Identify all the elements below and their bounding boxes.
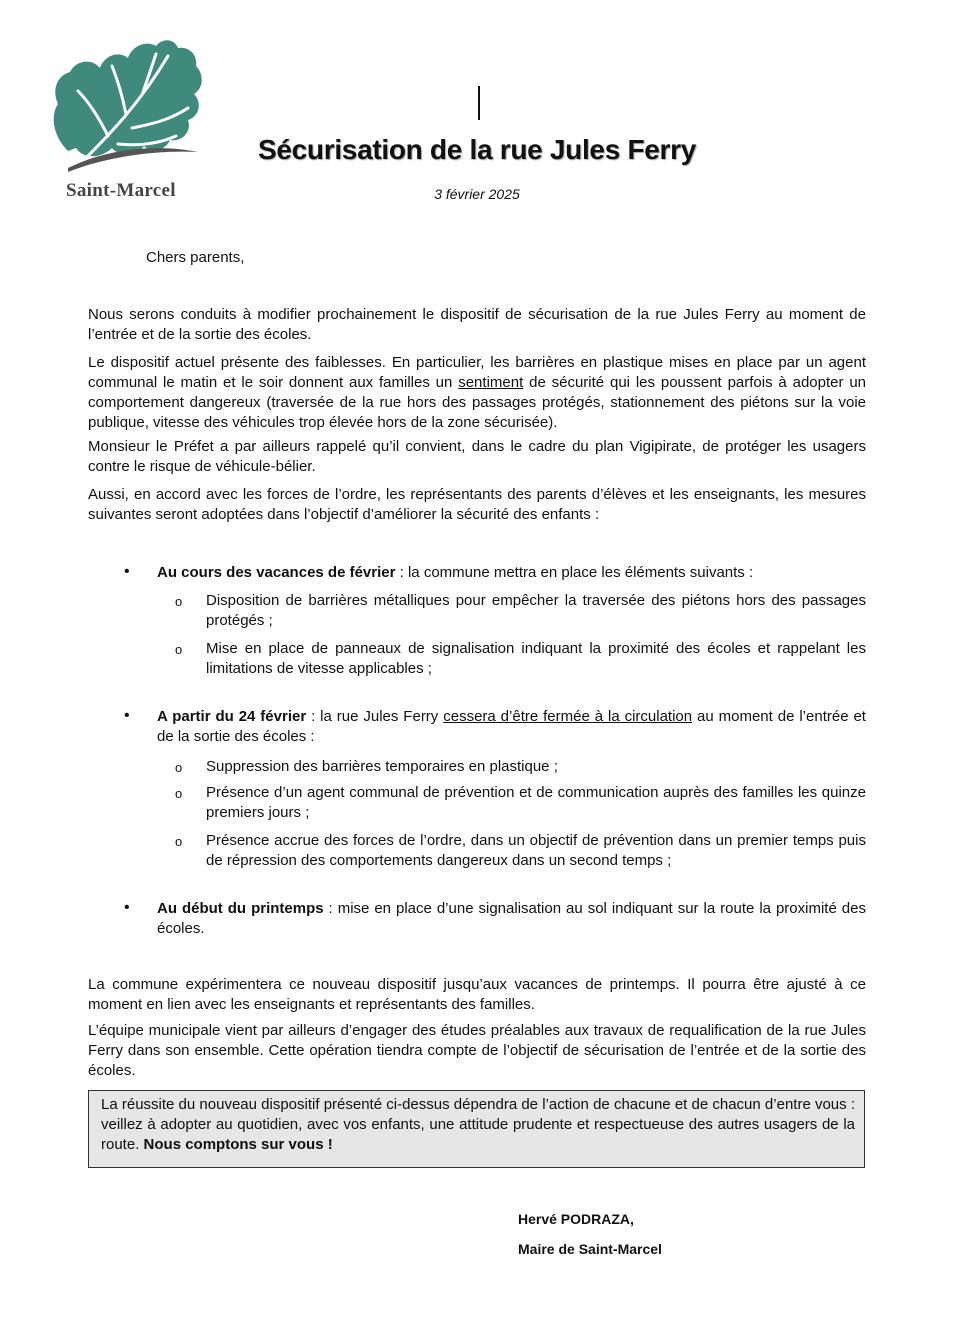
measure-1-item-1: Disposition de barrières métalliques pour empêcher la traversée des piétons hors des passages protégés ;	[206, 592, 866, 629]
closing-paragraph-2: L’équipe municipale vient par ailleurs d’engager des études préalables aux travaux de requalification de la rue Jules Ferry dans son ensemble. Cette opération tiendra compte de l’objectif de sécurisation de l’entrée et de la sortie des écoles.	[88, 1022, 866, 1079]
callout-text: La réussite du nouveau dispositif présenté ci-dessus dépendra de l’action de chacune et de chacun d’entre vous : veillez à adopter au quotidien, avec vos enfants, une attitude prudente et respectueuse des autres usagers de la route. Nous comptons sur vous !	[101, 1096, 855, 1153]
sub-bullet-marker: o	[175, 642, 183, 657]
measure-2: A partir du 24 février : la rue Jules Ferry cessera d’être fermée à la circulation au moment de l’entrée et de la sortie des écoles :	[157, 708, 866, 745]
measure-2-item-2: Présence d’un agent communal de prévention et de communication auprès des familles les quinze premiers jours ;	[206, 784, 866, 821]
sub-bullet-marker: o	[175, 760, 183, 775]
document-title: Sécurisation de la rue Jules Ferry	[258, 134, 696, 165]
signature-role: Maire de Saint-Marcel	[518, 1241, 662, 1257]
sub-bullet-marker: o	[175, 594, 183, 609]
bullet-marker: •	[124, 899, 130, 916]
document-date: 3 février 2025	[434, 186, 520, 202]
intro-paragraph-3: Monsieur le Préfet a par ailleurs rappelé qu’il convient, dans le cadre du plan Vigipirate, de protéger les usagers contre le risque de véhicule-bélier.	[88, 438, 866, 475]
bullet-marker: •	[124, 707, 130, 724]
sub-bullet-marker: o	[175, 786, 183, 801]
measure-3: Au début du printemps : mise en place d’une signalisation au sol indiquant sur la route la proximité des écoles.	[157, 900, 866, 937]
intro-paragraph-2: Le dispositif actuel présente des faiblesses. En particulier, les barrières en plastique mises en place par un agent communal le matin et le soir donnent aux familles un sentiment de sécurité qui les poussent parfois à adopter un comportement dangereux (traversée de la rue hors des passages protégés, stationnement des piétons sur la voie publique, vitesse des véhicules trop élevée hors de la zone sécurisée).	[88, 354, 866, 431]
measure-1: Au cours des vacances de février : la commune mettra en place les éléments suivants :	[157, 564, 754, 581]
greeting: Chers parents,	[146, 249, 245, 266]
measure-1-item-2: Mise en place de panneaux de signalisation indiquant la proximité des écoles et rappelant les limitations de vitesse applicables ;	[206, 640, 866, 677]
intro-paragraph-1: Nous serons conduits à modifier prochainement le dispositif de sécurisation de la rue Jules Ferry au moment de l’entrée et de la sortie des écoles.	[88, 306, 866, 343]
intro-paragraph-4: Aussi, en accord avec les forces de l’ordre, les représentants des parents d’élèves et les enseignants, les mesures suivantes seront adoptées dans l’objectif d’améliorer la sécurité des enfants :	[88, 486, 866, 523]
bullet-marker: •	[124, 563, 130, 580]
text-cursor	[478, 86, 480, 120]
measure-2-item-1: Suppression des barrières temporaires en plastique ;	[206, 758, 558, 775]
measure-2-item-3: Présence accrue des forces de l’ordre, dans un objectif de prévention dans un premier temps puis de répression des comportements dangereux dans un second temps ;	[206, 832, 866, 869]
sub-bullet-marker: o	[175, 834, 183, 849]
signature-name: Hervé PODRAZA,	[518, 1211, 634, 1227]
saint-marcel-logo	[48, 36, 208, 206]
logo-town-name: Saint-Marcel	[66, 180, 176, 201]
closing-paragraph-1: La commune expérimentera ce nouveau dispositif jusqu’aux vacances de printemps. Il pourra être ajusté à ce moment en lien avec les enseignants et représentants des familles.	[88, 976, 866, 1013]
